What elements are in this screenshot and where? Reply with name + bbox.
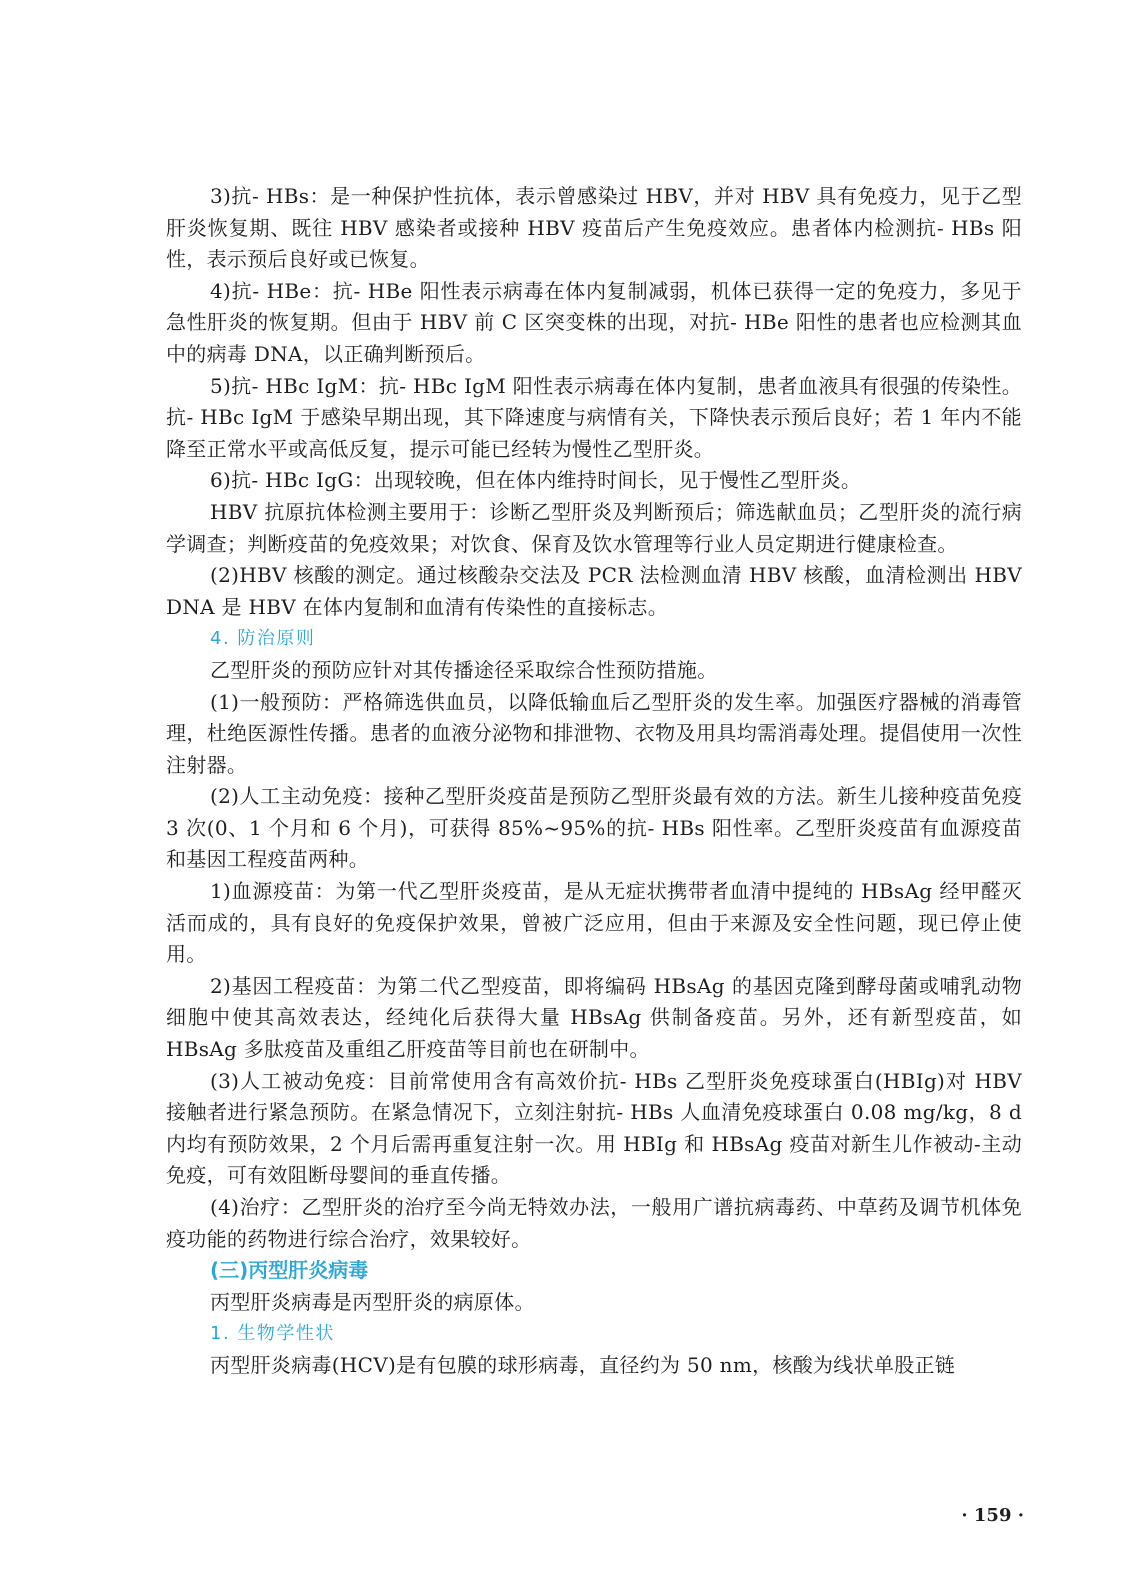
heading-hepatitis-c-virus: (三)丙型肝炎病毒 — [210, 1258, 369, 1283]
paragraph-anti-hbe: 4)抗- HBe：抗- HBe 阳性表示病毒在体内复制减弱，机体已获得一定的免疫力，多见于急性肝炎的恢复期。但由于 HBV 前 C 区突变株的出现，对抗- HBe 阳性的患者也应检测其血中的病毒 DNA，以正确判断预后。 — [166, 278, 1022, 366]
paragraph-plasma-vaccine: 1)血源疫苗：为第一代乙型肝炎疫苗，是从无症状携带者血清中提纯的 HBsAg 经甲醛灭活而成的，具有良好的免疫保护效果，曾被广泛应用，但由于来源及安全性问题，现已停止使用。 — [166, 879, 1022, 967]
paragraph-anti-hbc-igg: 6)抗- HBc IgG：出现较晚，但在体内维持时间长，见于慢性乙型肝炎。 — [210, 468, 862, 493]
paragraph-passive-immunization: (3)人工被动免疫：目前常使用含有高效价抗- HBs 乙型肝炎免疫球蛋白(HBIg)对 HBV 接触者进行紧急预防。在紧急情况下，立刻注射抗- HBs 人血清免疫球蛋白 0.08 mg/kg，8 d 内均有预防效果，2 个月后需再重复注射一次。用 HBIg 和 HBsAg 疫苗对新生儿作被动-主动免疫，可有效阻断母婴间的垂直传播。 — [166, 1068, 1022, 1188]
page-number: · 159 · — [961, 1505, 1024, 1526]
heading-biological-properties: 1. 生物学性状 — [210, 1323, 335, 1345]
paragraph-treatment: (4)治疗：乙型肝炎的治疗至今尚无特效办法，一般用广谱抗病毒药、中草药及调节机体免疫功能的药物进行综合治疗，效果较好。 — [166, 1195, 1022, 1251]
paragraph-hcv-intro: 丙型肝炎病毒是丙型肝炎的病原体。 — [210, 1289, 535, 1314]
paragraph-general-prevention: (1)一般预防：严格筛选供血员，以降低输血后乙型肝炎的发生率。加强医疗器械的消毒管理，杜绝医源性传播。患者的血液分泌物和排泄物、衣物及用具均需消毒处理。提倡使用一次性注射器。 — [166, 689, 1022, 777]
paragraph-active-immunization: (2)人工主动免疫：接种乙型肝炎疫苗是预防乙型肝炎最有效的方法。新生儿接种疫苗免疫 3 次(0、1 个月和 6 个月)，可获得 85%~95%的抗- HBs 阳性率。乙型肝炎疫苗有血源疫苗和基因工程疫苗两种。 — [166, 784, 1022, 872]
heading-prevention-principles: 4. 防治原则 — [210, 628, 316, 650]
paragraph-hcv-structure: 丙型肝炎病毒(HCV)是有包膜的球形病毒，直径约为 50 nm，核酸为线状单股正链 — [210, 1352, 956, 1377]
paragraph-anti-hbs: 3)抗- HBs：是一种保护性抗体，表示曾感染过 HBV，并对 HBV 具有免疫力，见于乙型肝炎恢复期、既往 HBV 感染者或接种 HBV 疫苗后产生免疫效应。患者体内检测抗- HBs 阳性，表示预后良好或已恢复。 — [166, 184, 1022, 272]
paragraph-recombinant-vaccine: 2)基因工程疫苗：为第二代乙型疫苗，即将编码 HBsAg 的基因克隆到酵母菌或哺乳动物细胞中使其高效表达，经纯化后获得大量 HBsAg 供制备疫苗。另外，还有新型疫苗，如 HBsAg 多肽疫苗及重组乙肝疫苗等目前也在研制中。 — [166, 973, 1022, 1062]
page-body — [166, 181, 1022, 1382]
paragraph-hbv-nucleic-acid: (2)HBV 核酸的测定。通过核酸杂交法及 PCR 法检测血清 HBV 核酸，血清检测出 HBV DNA 是 HBV 在体内复制和血清有传染性的直接标志。 — [166, 563, 1022, 619]
paragraph-hbv-detection-use: HBV 抗原抗体检测主要用于：诊断乙型肝炎及判断预后；筛选献血员；乙型肝炎的流行病学调查；判断疫苗的免疫效果；对饮食、保育及饮水管理等行业人员定期进行健康检查。 — [166, 499, 1022, 556]
paragraph-anti-hbc-igm: 5)抗- HBc IgM：抗- HBc IgM 阳性表示病毒在体内复制，患者血液具有很强的传染性。抗- HBc IgM 于感染早期出现，其下降速度与病情有关，下降快表示预后良好；若 1 年内不能降至正常水平或高低反复，提示可能已经转为慢性乙型肝炎。 — [166, 373, 1022, 461]
paragraph-prevention-intro: 乙型肝炎的预防应针对其传播途径采取综合性预防措施。 — [210, 657, 718, 682]
